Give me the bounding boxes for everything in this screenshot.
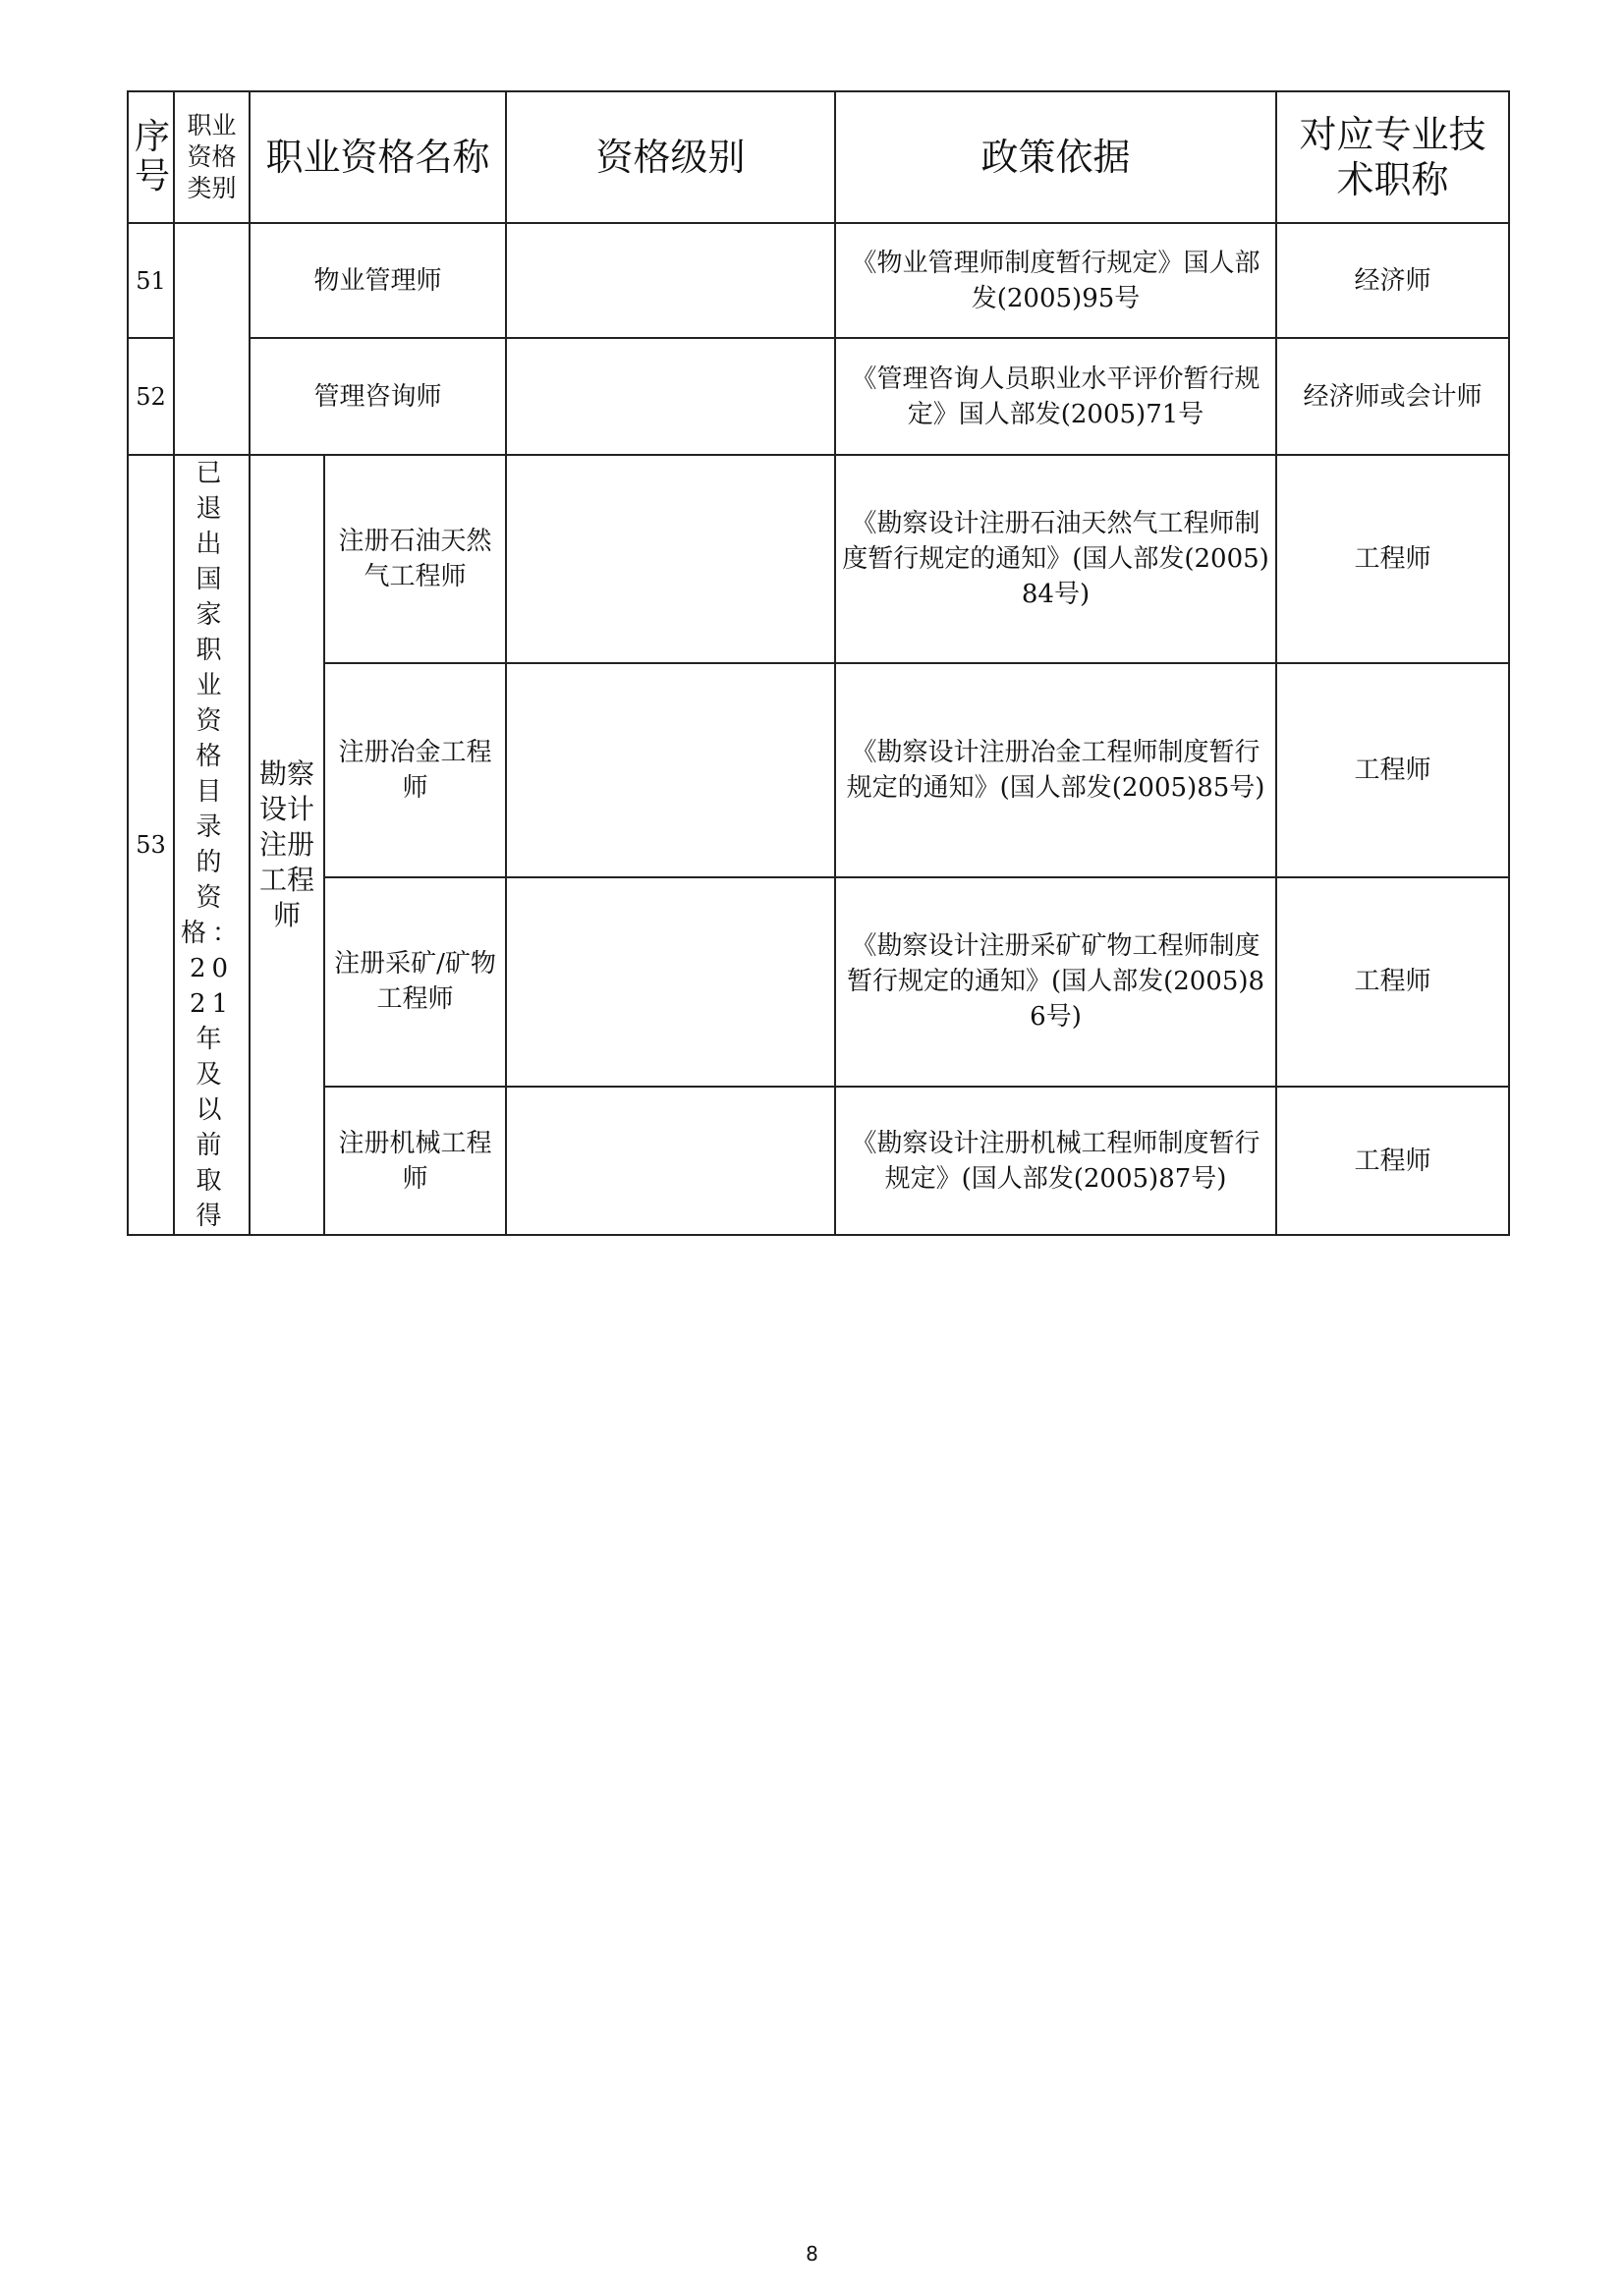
header-row (128, 91, 1509, 223)
row-category (174, 223, 250, 455)
row-title: 工程师 (1276, 663, 1509, 876)
header-title: 对应专业技术职称 (1276, 91, 1509, 223)
row-name: 注册机械工程师 (324, 1087, 506, 1235)
table-row (128, 223, 1509, 338)
header-level: 资格级别 (506, 91, 835, 223)
row-seq: 53 (128, 455, 174, 1235)
row-policy: 《勘察设计注册采矿矿物工程师制度暂行规定的通知》(国人部发(2005)86号) (835, 877, 1276, 1088)
header-policy: 政策依据 (835, 91, 1276, 223)
page-number: 8 (806, 2242, 818, 2266)
row-level (506, 877, 835, 1088)
row-policy: 《勘察设计注册石油天然气工程师制度暂行规定的通知》(国人部发(2005)84号) (835, 455, 1276, 663)
row-name: 注册石油天然气工程师 (324, 455, 506, 663)
row-title: 工程师 (1276, 455, 1509, 663)
row-level (506, 338, 835, 455)
header-seq: 序号 (128, 91, 174, 223)
row-title: 工程师 (1276, 877, 1509, 1088)
table-row (128, 338, 1509, 455)
row-level (506, 455, 835, 663)
row-seq: 52 (128, 338, 174, 455)
row-seq: 51 (128, 223, 174, 338)
row-level (506, 663, 835, 876)
row-name: 物业管理师 (250, 223, 506, 338)
row-title: 工程师 (1276, 1087, 1509, 1235)
row-level (506, 1087, 835, 1235)
row-policy: 《勘察设计注册机械工程师制度暂行规定》(国人部发(2005)87号) (835, 1087, 1276, 1235)
header-category: 职业资格类别 (174, 91, 250, 223)
qualification-table (127, 90, 1510, 1236)
row-title: 经济师或会计师 (1276, 338, 1509, 455)
header-name: 职业资格名称 (250, 91, 506, 223)
row-name: 管理咨询师 (250, 338, 506, 455)
table-row (128, 877, 1509, 1088)
row-name: 注册采矿/矿物工程师 (324, 877, 506, 1088)
row-category: 已退出国家职业资格目录的资格：2021年及以前取得 (174, 455, 250, 1235)
row-title: 经济师 (1276, 223, 1509, 338)
row-policy: 《管理咨询人员职业水平评价暂行规定》国人部发(2005)71号 (835, 338, 1276, 455)
row-name: 注册冶金工程师 (324, 663, 506, 876)
row-level (506, 223, 835, 338)
row-policy: 《物业管理师制度暂行规定》国人部发(2005)95号 (835, 223, 1276, 338)
row-group: 勘察设计注册工程师 (250, 455, 324, 1235)
table-row (128, 663, 1509, 876)
table-row (128, 455, 1509, 663)
table-row (128, 1087, 1509, 1235)
row-policy: 《勘察设计注册冶金工程师制度暂行规定的通知》(国人部发(2005)85号) (835, 663, 1276, 876)
